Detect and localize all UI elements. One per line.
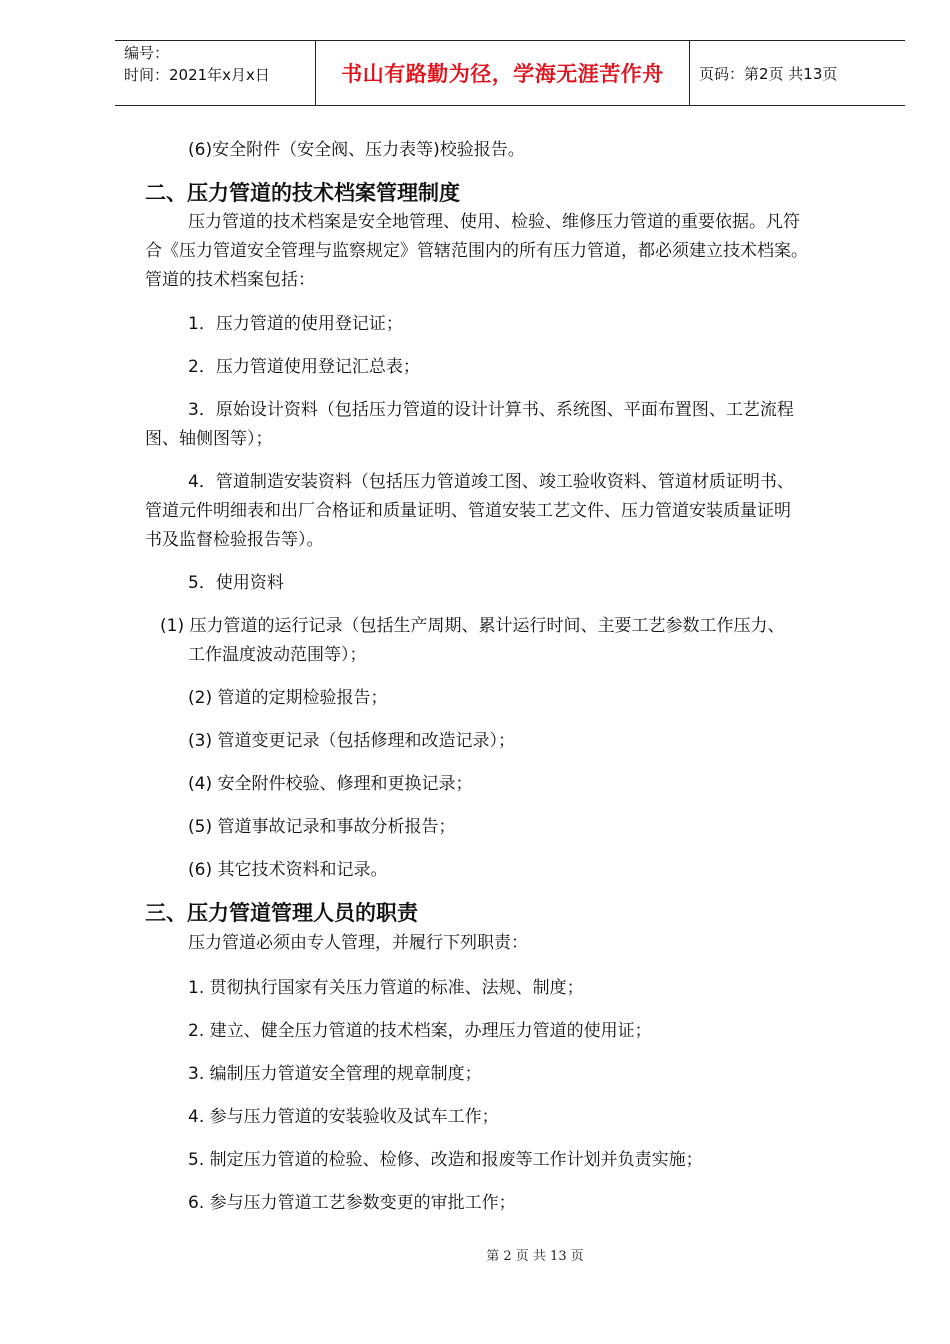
list-item-continuation: 书及监督检验报告等）。 [145,530,324,550]
list-item: 1．压力管道的使用登记证； [188,314,403,334]
section-heading-3: 三、压力管道管理人员的职责 [145,901,418,925]
paragraph-line: 压力管道的技术档案是安全地管理、使用、检验、维修压力管道的重要依据。凡符 [188,212,800,232]
item-safety-report: (6)安全附件（安全阀、压力表等)校验报告。 [188,140,525,160]
header-motto-cell [316,41,690,105]
section-heading-2: 二、压力管道的技术档案管理制度 [145,181,460,205]
list-item: 3．原始设计资料（包括压力管道的设计计算书、系统图、平面布置图、工艺流程 [188,400,794,420]
duty-item: 3. 编制压力管道安全管理的规章制度； [188,1064,482,1084]
sub-list-item: (1) 压力管道的运行记录（包括生产周期、累计运行时间、主要工艺参数工作压力、 [160,616,785,636]
duty-item: 6. 参与压力管道工艺参数变更的审批工作； [188,1193,516,1213]
duty-item: 2. 建立、健全压力管道的技术档案，办理压力管道的使用证； [188,1021,652,1041]
sub-list-item: (4) 安全附件校验、修理和更换记录； [188,774,473,794]
list-item: 2．压力管道使用登记汇总表； [188,357,420,377]
page-header [115,40,905,106]
header-page-cell [690,41,905,105]
paragraph-line: 合《压力管道安全管理与监察规定》管辖范围内的所有压力管道，都必须建立技术档案。 [145,241,808,261]
page-footer: 第 2 页 共 13 页 [486,1249,584,1264]
list-item: 4．管道制造安装资料（包括压力管道竣工图、竣工验收资料、管道材质证明书、 [188,472,794,492]
header-meta [115,41,316,105]
list-item: 5．使用资料 [188,573,284,593]
paragraph-line: 管道的技术档案包括： [145,270,315,290]
paragraph-line: 压力管道必须由专人管理，并履行下列职责： [188,933,528,953]
duty-item: 1. 贯彻执行国家有关压力管道的标准、法规、制度； [188,978,584,998]
sub-list-item-continuation: 工作温度波动范围等）； [188,645,367,665]
list-item-continuation: 图、轴侧图等）； [145,429,273,449]
duty-item: 4. 参与压力管道的安装验收及试车工作； [188,1107,499,1127]
document-time: 时间：2021年x月x日 [124,66,270,84]
sub-list-item: (5) 管道事故记录和事故分析报告； [188,817,456,837]
sub-list-item: (2) 管道的定期检验报告； [188,688,388,708]
list-item-continuation: 管道元件明细表和出厂合格证和质量证明、管道安装工艺文件、压力管道安装质量证明 [145,501,791,521]
document-number: 编号： [124,44,170,62]
sub-list-item: (6) 其它技术资料和记录。 [188,860,388,880]
header-page-number: 页码：第2页 共13页 [699,64,838,83]
header-motto: 书山有路勤为径，学海无涯苦作舟 [341,62,664,86]
sub-list-item: (3) 管道变更记录（包括修理和改造记录）； [188,731,515,751]
duty-item: 5. 制定压力管道的检验、检修、改造和报废等工作计划并负责实施； [188,1150,703,1170]
